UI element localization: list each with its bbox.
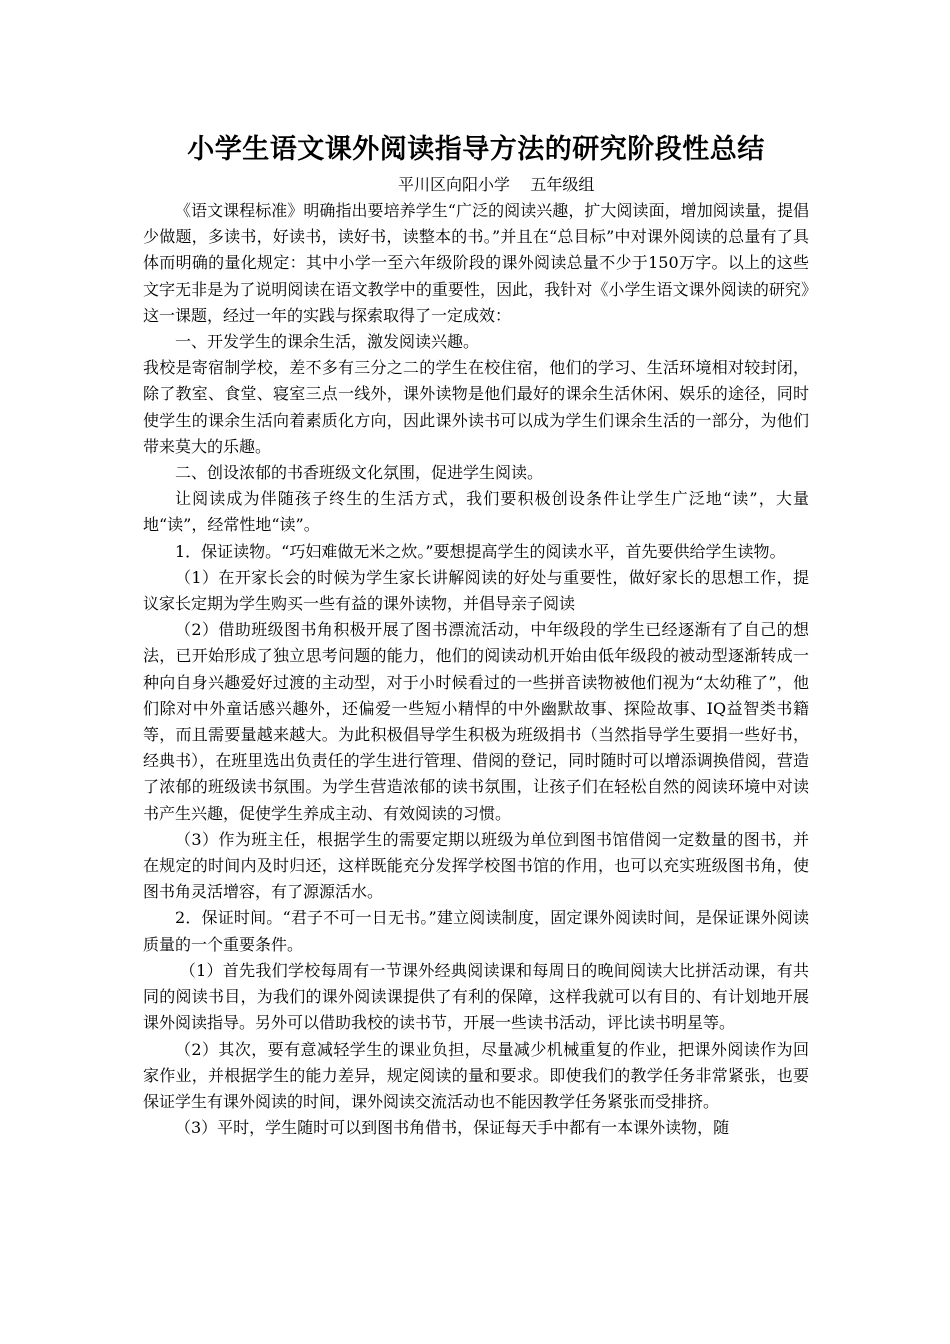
paragraph-intro: 《语文课程标准》明确指出要培养学生“广泛的阅读兴趣，扩大阅读面，增加阅读量，提倡少做题，多读书，好读书，读好书，读整本的书。”并且在“总目标”中对课外阅读的总量有了具体而明确的量化规定：其中小学一至六年级阶段的课外阅读总量不少于150万字。以上的这些文字无非是为了说明阅读在语文教学中的重要性，因此，我针对《小学生语文课外阅读的研究》这一课题，经过一年的实践与探索取得了一定成效： xyxy=(143,201,809,325)
subsection-heading-1: 1．保证读物。“巧妇难做无米之炊。”要想提高学生的阅读水平，首先要供给学生读物。 xyxy=(175,541,786,561)
list-item: （2）其次，要有意减轻学生的课业负担，尽量减少机械重复的作业，把课外阅读作为回家作业，并根据学生的能力差异，规定阅读的量和要求。即使我们的教学任务非常紧张，也要保证学生有课外阅读的时间，课外阅读交流活动也不能因教学任务紧张而受排挤。 xyxy=(143,1039,809,1111)
paragraph-section-1: 我校是寄宿制学校，差不多有三分之二的学生在校住宿，他们的学习、生活环境相对较封闭，除了教室、食堂、寝室三点一线外，课外读物是他们最好的课余生活休闲、娱乐的途径，同时使学生的课余生活向着素质化方向，因此课外读书可以成为学生们课余生活的一部分，为他们带来莫大的乐趣。 xyxy=(143,358,809,456)
list-item: （1）首先我们学校每周有一节课外经典阅读课和每周日的晚间阅读大比拼活动课，有共同的阅读书目，为我们的课外阅读课提供了有利的保障，这样我就可以有目的、有计划地开展课外阅读指导。另外可以借助我校的读书节，开展一些读书活动，评比读书明星等。 xyxy=(143,960,809,1033)
list-item: （3）作为班主任，根据学生的需要定期以班级为单位到图书馆借阅一定数量的图书，并在规定的时间内及时归还，这样既能充分发挥学校图书馆的作用，也可以充实班级图书角，使图书角灵活增容，有了源源活水。 xyxy=(143,829,809,902)
author-line: 平川区向阳小学 五年级组 xyxy=(398,175,595,194)
list-item: （3）平时，学生随时可以到图书角借书，保证每天手中都有一本课外读物，随 xyxy=(175,1118,730,1138)
document-title: 小学生语文课外阅读指导方法的研究阶段性总结 xyxy=(187,134,765,165)
document-page xyxy=(143,130,809,1141)
paragraph-section-2: 让阅读成为伴随孩子终生的生活方式，我们要积极创设条件让学生广泛地“读”，大量地“读”，经常性地“读”。 xyxy=(143,489,809,535)
list-item: （2）借助班级图书角积极开展了图书漂流活动，中年级段的学生已经逐渐有了自己的想法，已开始形成了独立思考问题的能力，他们的阅读动机开始由低年级段的被动型逐渐转成一种向自身兴趣爱好过渡的主动型，对于小时候看过的一些拼音读物被他们视为“太幼稚了”，他们除对中外童话感兴趣外，还偏爱一些短小精悍的中外幽默故事、探险故事、IQ益智类书籍等，而且需要量越来越大。为此积极倡导学生积极为班级捐书（当然指导学生要捐一些好书，经典书），在班里选出负责任的学生进行管理、借阅的登记，同时随时可以增添调换借阅，营造了浓郁的班级读书氛围。为学生营造浓郁的读书氛围，让孩子们在轻松自然的阅读环境中对读书产生兴趣，促使学生养成主动、有效阅读的习惯。 xyxy=(143,620,809,823)
list-item: （1）在开家长会的时候为学生家长讲解阅读的好处与重要性，做好家长的思想工作，提议家长定期为学生购买一些有益的课外读物，并倡导亲子阅读 xyxy=(143,567,809,614)
subsection-heading-2: 2．保证时间。“君子不可一日无书。”建立阅读制度，固定课外阅读时间，是保证课外阅读质量的一个重要条件。 xyxy=(143,908,809,954)
section-heading-2: 二、创设浓郁的书香班级文化氛围，促进学生阅读。 xyxy=(175,463,544,483)
section-heading-1: 一、开发学生的课余生活，激发阅读兴趣。 xyxy=(175,332,480,352)
